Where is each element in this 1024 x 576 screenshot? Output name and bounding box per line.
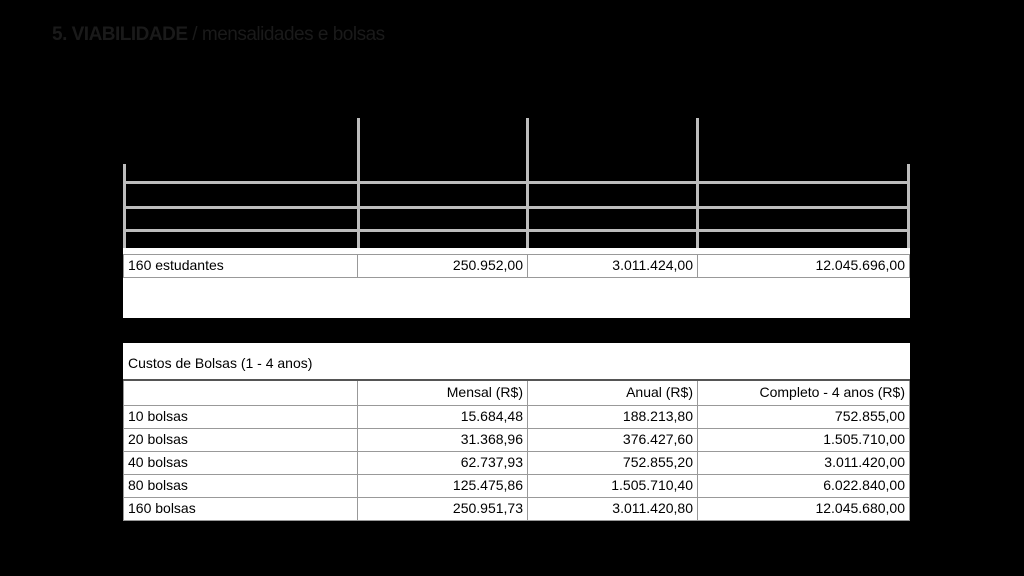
completo-value: 6.022.840,00 <box>698 475 910 497</box>
table-row <box>123 452 910 475</box>
completo-value: 1.505.710,00 <box>698 429 910 451</box>
anual-value: 3.011.424,00 <box>528 255 698 277</box>
mensal-value: 15.684,48 <box>358 406 528 428</box>
row-label: 20 bolsas <box>123 429 358 451</box>
grid-line <box>696 118 699 164</box>
row-label: 40 bolsas <box>123 452 358 474</box>
completo-value: 12.045.680,00 <box>698 498 910 520</box>
anual-value: 188.213,80 <box>528 406 698 428</box>
table-row <box>123 498 910 521</box>
grid-line <box>696 164 699 254</box>
completo-value: 3.011.420,00 <box>698 452 910 474</box>
grid-line <box>123 229 910 232</box>
grid-line <box>123 164 126 254</box>
header-completo: Completo - 4 anos (R$) <box>698 381 910 405</box>
anual-value: 752.855,20 <box>528 452 698 474</box>
header-cell-empty <box>123 381 358 405</box>
table-row <box>123 429 910 452</box>
grid-line <box>357 118 360 164</box>
header-mensal: Mensal (R$) <box>358 381 528 405</box>
table-caption: Custos de Bolsas (1 - 4 anos) <box>123 343 910 381</box>
grid-line <box>526 118 529 164</box>
anual-value: 376.427,60 <box>528 429 698 451</box>
mensal-value: 62.737,93 <box>358 452 528 474</box>
table-header-row <box>123 381 910 406</box>
row-label: 160 bolsas <box>123 498 358 520</box>
row-label: 10 bolsas <box>123 406 358 428</box>
mensal-value: 125.475,86 <box>358 475 528 497</box>
grid-line <box>907 164 910 254</box>
row-label: 80 bolsas <box>123 475 358 497</box>
table-row <box>123 254 910 278</box>
grid-line <box>123 206 910 209</box>
slide-title-subtitle: / mensalidades e bolsas <box>187 24 385 45</box>
grid-line <box>123 181 910 184</box>
grid-line <box>526 164 529 254</box>
grid-line <box>357 164 360 254</box>
slide-title <box>52 24 385 46</box>
slide-title-section: 5. VIABILIDADE <box>52 24 188 45</box>
mensal-value: 250.952,00 <box>358 255 528 277</box>
table-row <box>123 475 910 498</box>
row-label: 160 estudantes <box>123 255 358 277</box>
header-anual: Anual (R$) <box>528 381 698 405</box>
table-row <box>123 406 910 429</box>
anual-value: 1.505.710,40 <box>528 475 698 497</box>
mensal-value: 31.368,96 <box>358 429 528 451</box>
bolsas-table <box>123 343 910 521</box>
completo-value: 12.045.696,00 <box>698 255 910 277</box>
completo-value: 752.855,00 <box>698 406 910 428</box>
anual-value: 3.011.420,80 <box>528 498 698 520</box>
mensalidades-table <box>123 118 910 318</box>
mensal-value: 250.951,73 <box>358 498 528 520</box>
